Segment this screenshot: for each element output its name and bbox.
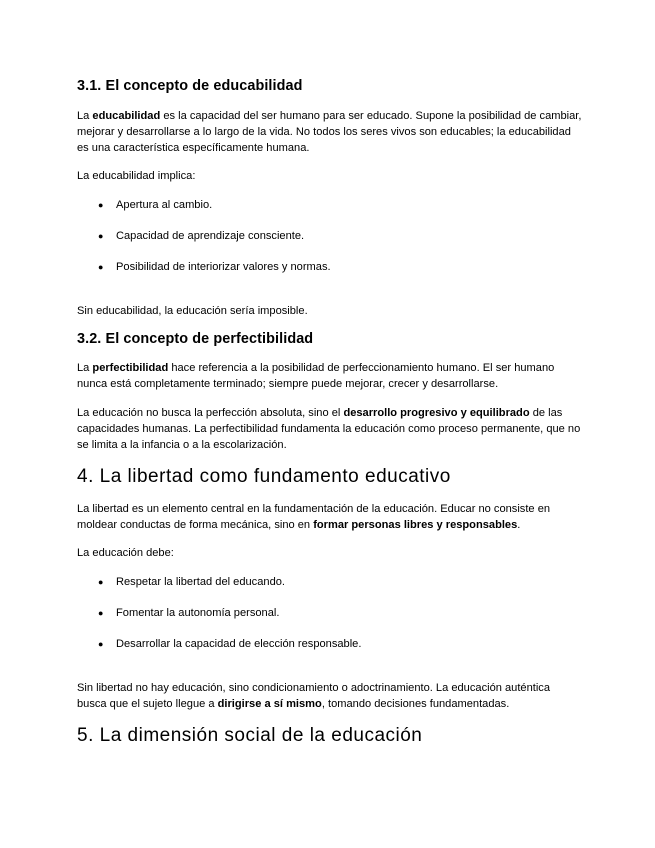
bullet-icon: ● [98,262,104,272]
paragraph-educabilidad-intro: La educabilidad implica: [77,170,196,182]
paragraph-educabilidad-definition: La educabilidad es la capacidad del ser humano para ser educado. Supone la posibilidad de cambiar, mejorar y desarrollarse a lo largo de la vida. No todos los seres vivos son educables; la educabilidad es una característica específicamente humana. [77,110,582,154]
bullet-icon: ● [98,639,104,649]
paragraph-educabilidad-closing: Sin educabilidad, la educación sería imposible. [77,305,308,317]
paragraph-libertad: La libertad es un elemento central en la fundamentación de la educación. Educar no consiste en moldear conductas de forma mecánica, sino en formar personas libres y responsables. [77,503,551,531]
heading-5: 5. La dimensión social de la educación [77,725,423,746]
document-content [77,76,582,748]
paragraph-libertad-closing: Sin libertad no hay educación, sino condicionamiento o adoctrinamiento. La educación auténtica busca que el sujeto llegue a dirigirse a sí mismo, tomando decisiones fundamentadas. [77,682,551,710]
list-item: ● Respetar la libertad del educando. [98,576,285,588]
heading-4: 4. La libertad como fundamento educativo [77,466,451,487]
paragraph-perfectibilidad-definition: La perfectibilidad hace referencia a la posibilidad de perfeccionamiento humano. El ser humano nunca está completamente terminado; siempre puede mejorar, crecer y desarrollarse. [77,362,555,390]
paragraph-libertad-intro: La educación debe: [77,547,174,559]
list-item: ● Desarrollar la capacidad de elección responsable. [98,638,362,650]
bullet-icon: ● [98,608,104,618]
list-educabilidad [77,197,582,275]
bullet-icon: ● [98,200,104,210]
list-item: ● Apertura al cambio. [98,199,213,211]
heading-3-1: 3.1. El concepto de educabilidad [77,78,303,94]
list-item: ● Capacidad de aprendizaje consciente. [98,230,305,242]
heading-3-2: 3.2. El concepto de perfectibilidad [77,331,314,347]
bullet-icon: ● [98,577,104,587]
list-item: ● Posibilidad de interiorizar valores y normas. [98,261,331,273]
bullet-icon: ● [98,231,104,241]
paragraph-perfectibilidad-education: La educación no busca la perfección absoluta, sino el desarrollo progresivo y equilibrado de las capacidades humanas. La perfectibilidad fundamenta la educación como proceso permanente, que no se limita a la infancia o a la escolarización. [77,407,581,451]
list-libertad [77,574,582,652]
list-item: ● Fomentar la autonomía personal. [98,607,280,619]
